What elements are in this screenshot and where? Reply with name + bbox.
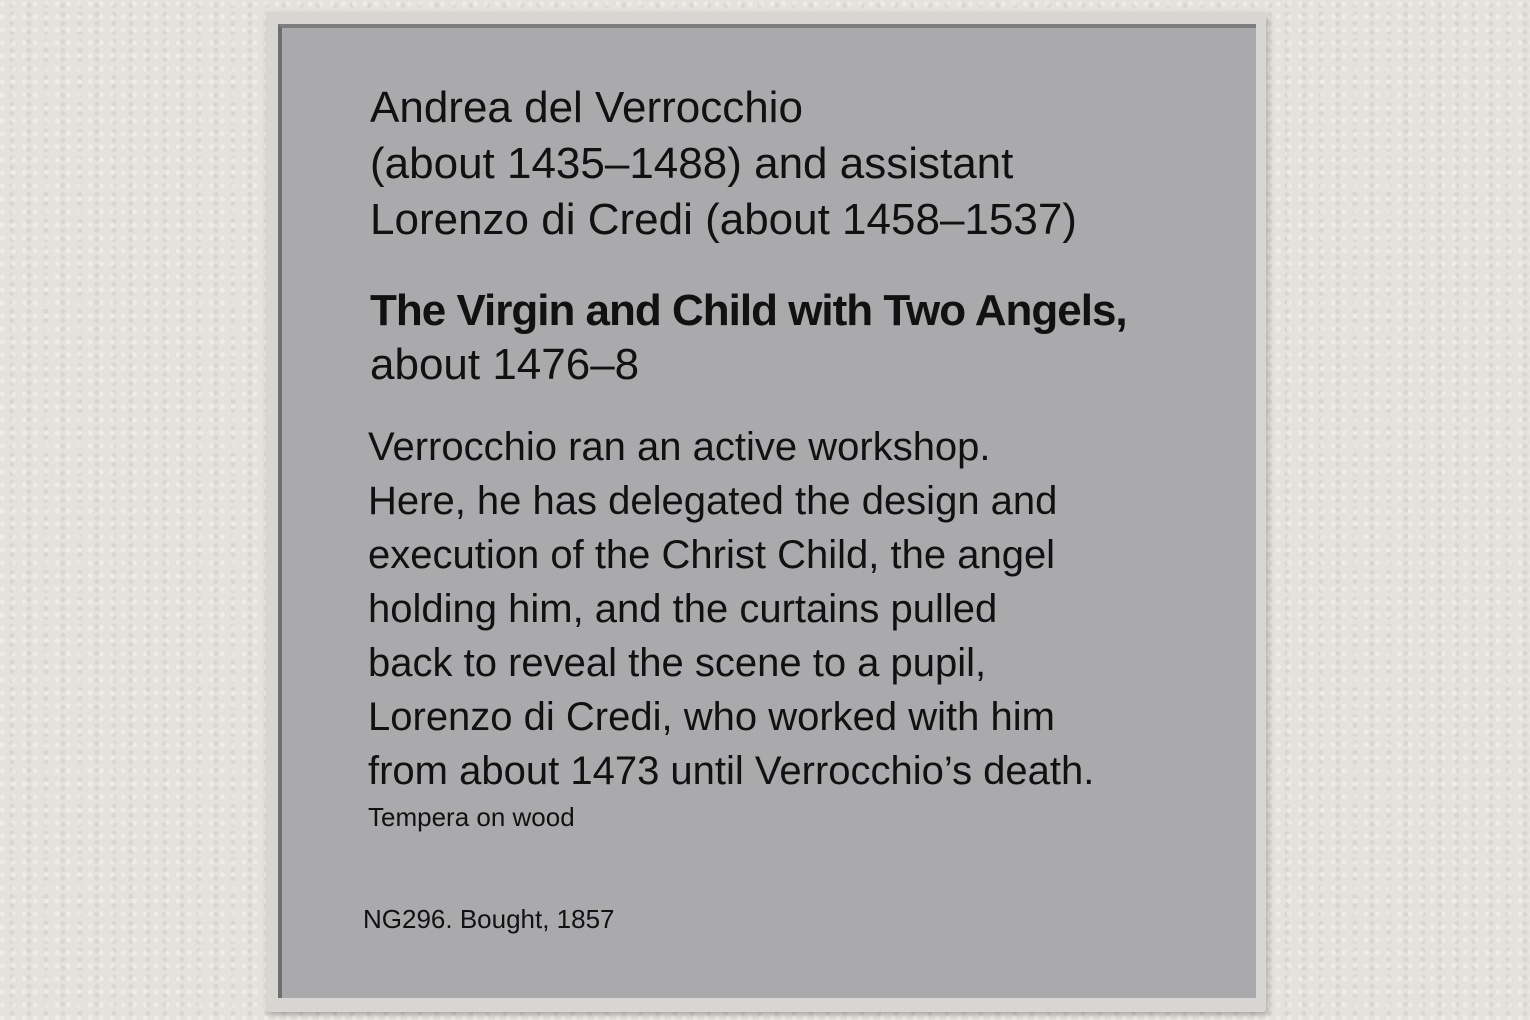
artwork-description: Verrocchio ran an active workshop. Here, he has delegated the design and execution of the Christ Child, the angel holding him, and the curtains pulled back to reveal the scene to a pupil, Lorenzo di Credi, who worked with him from about 1473 until Verrocchio’s death. <box>368 425 1095 793</box>
artwork-date: about 1476–8 <box>370 340 640 389</box>
artist-attribution: Andrea del Verrocchio (about 1435–1488) and assistant Lorenzo di Credi (about 1458–1537) <box>370 83 1077 244</box>
artwork-medium: Tempera on wood <box>368 802 575 832</box>
artwork-title: The Virgin and Child with Two Angels, <box>370 286 1127 335</box>
accession-info: NG296. Bought, 1857 <box>363 904 615 934</box>
